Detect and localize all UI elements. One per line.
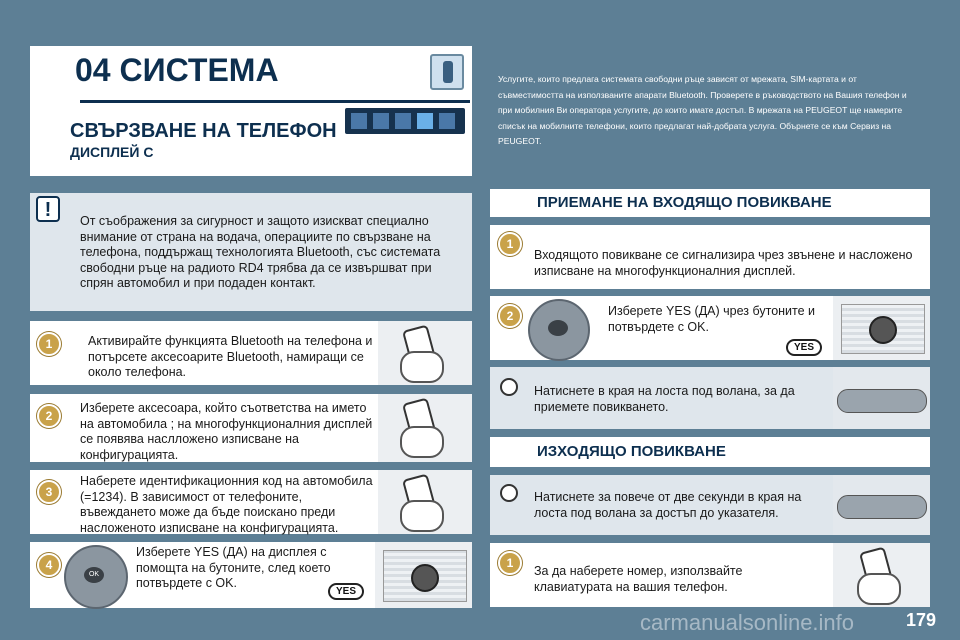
step-badge-3: 3 [37, 480, 61, 504]
outgoing-step-badge-1: 1 [498, 551, 522, 575]
step-badge-1: 1 [37, 332, 61, 356]
stalk-lever-icon [833, 367, 930, 429]
phone-hand-icon [833, 543, 930, 607]
outgoing-step-text-1: За да наберете номер, използвайте клавиатурата на вашия телефон. [534, 564, 743, 594]
step-text-3: Наберете идентификационния код на автомобила (=1234). В зависимост от телефоните, въвеждането може да бъде поискано преди насложеното изписване на конфигурацията. [80, 474, 373, 535]
ok-button-label: OK [84, 567, 104, 583]
navigation-pad-icon [64, 545, 128, 609]
radio-panel-icon [375, 542, 472, 608]
chapter-title: 04 СИСТЕМА [75, 52, 279, 88]
press-icon [500, 378, 518, 396]
step-text-2: Изберете аксесоара, който съответства на името на автомобила ; на многофункционалния дисплей се появява наслложено изписване на конфигурацията. [80, 401, 373, 462]
phone-hand-icon [378, 394, 472, 462]
incoming-step-badge-2: 2 [498, 304, 522, 328]
step-badge-4: 4 [37, 553, 61, 577]
outgoing-tip-text: Натиснете за повече от две секунди в края на лоста под волана за достъп до указателя. [534, 490, 802, 520]
intro-text: Услугите, които предлага системата свободни ръце зависят от мрежата, SIM-картата и от съвместимостта на използваните апарати Bluetooth. Проверете в ръководството на Вашия телефон и при мобилния Ви оператора услугите, до които имате достъп. В мрежата на PEUGEOT ще намерите списък на мобилните телефони, които предлагат най-добрата услуга. Обърнете се към Сервиз на PEUGEOT. [498, 74, 907, 146]
display-icons-strip [345, 108, 465, 134]
page-number: 179 [906, 610, 937, 630]
incoming-step-text-2: Изберете YES (ДА) чрез бутоните и потвърдете с OK. [608, 304, 816, 334]
page-subtitle: ДИСПЛЕЙ C [70, 144, 154, 160]
stalk-lever-icon [833, 475, 930, 535]
press-icon [500, 484, 518, 502]
navigation-pad-icon [528, 299, 590, 361]
phone-chapter-icon [430, 54, 464, 90]
outgoing-heading: ИЗХОДЯЩО ПОВИКВАНЕ [537, 443, 726, 460]
incoming-step-text-1: Входящото повикване се сигнализира чрез звънене и насложено изписване на многофункционалния дисплей. [534, 248, 913, 278]
step-badge-2: 2 [37, 404, 61, 428]
phone-hand-icon [378, 321, 472, 385]
warning-icon: ! [36, 196, 60, 222]
incoming-step-badge-1: 1 [498, 232, 522, 256]
header-rule [80, 100, 470, 103]
page-title: СВЪРЗВАНЕ НА ТЕЛЕФОН [70, 120, 337, 142]
phone-hand-icon [378, 470, 472, 534]
yes-badge: YES [328, 583, 364, 600]
incoming-heading: ПРИЕМАНЕ НА ВХОДЯЩО ПОВИКВАНЕ [537, 194, 832, 211]
incoming-tip-text: Натиснете в края на лоста под волана, за да приемете повикването. [534, 384, 795, 414]
warning-text: От съображения за сигурност и защото изискват специално внимание от страна на водача, операциите по свързване на телефона, поддържащ технологията Bluetooth, със системата свободни ръце на радиото RD4 трябва да се извършват при спрян автомобил и при подаден контакт. [80, 214, 441, 290]
radio-panel-icon [833, 296, 930, 360]
yes-badge: YES [786, 339, 822, 356]
watermark: carmanualsonline.info [640, 610, 855, 635]
step-text-4: Изберете YES (ДА) на дисплея с помощта на бутоните, след което потвърдете с OK. [136, 545, 331, 590]
step-text-1: Активирайте функцията Bluetooth на телефона и потърсете аксесоарите Bluetooth, намиращи се около телефона. [88, 334, 373, 379]
